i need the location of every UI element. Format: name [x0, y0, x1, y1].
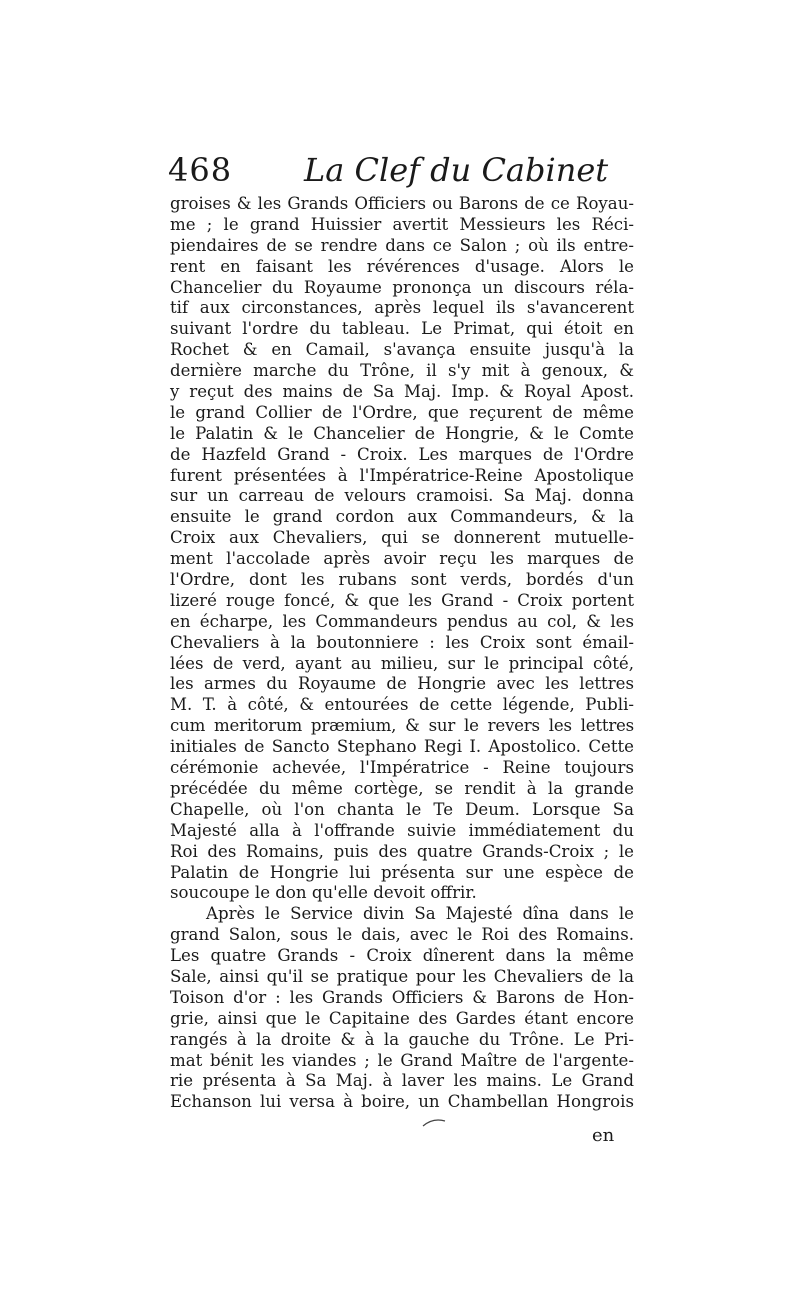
text-line: Toison d'or : les Grands Officiers & Barons de Hon- [170, 987, 634, 1007]
text-line: cum meritorum præmium, & sur le revers les lettres [170, 716, 634, 736]
text-line: Majesté alla à l'offrande suivie immédiatement du [170, 820, 634, 840]
text-line: les armes du Royaume de Hongrie avec les lettres [170, 674, 634, 694]
text-line: rent en faisant les révérences d'usage. Alors le [170, 256, 634, 276]
text-line: dernière marche du Trône, il s'y mit à genoux, & [170, 361, 634, 381]
page-number: 468 [168, 151, 233, 189]
text-line: M. T. à côté, & entourées de cette légende, Publi- [170, 695, 634, 715]
text-line: ment l'accolade après avoir reçu les marques de [170, 549, 634, 569]
text-line: Rochet & en Camail, s'avança ensuite jusqu'à la [170, 340, 634, 360]
page-header [168, 150, 638, 194]
text-line: précédée du même cortège, se rendit à la grande [170, 778, 634, 798]
text-line: de Hazfeld Grand - Croix. Les marques de l'Ordre [170, 444, 634, 464]
text-line: y reçut des mains de Sa Maj. Imp. & Royal Apost. [170, 382, 634, 402]
text-line: tif aux circonstances, après lequel ils s'avancerent [170, 298, 634, 318]
text-line: le grand Collier de l'Ordre, que reçurent de même [170, 402, 634, 422]
text-line: grie, ainsi que le Capitaine des Gardes étant encore [170, 1008, 634, 1028]
text-line: lées de verd, ayant au milieu, sur le principal côté, [170, 653, 634, 673]
text-line: ensuite le grand cordon aux Commandeurs, & la [170, 507, 634, 527]
text-line: Après le Service divin Sa Majesté dîna dans le [206, 904, 634, 924]
text-line: le Palatin & le Chancelier de Hongrie, & le Comte [170, 423, 634, 443]
text-line: soucoupe le don qu'elle devoit offrir. [170, 883, 477, 903]
text-line: initiales de Sancto Stephano Regi I. Apostolico. Cette [170, 737, 634, 757]
text-line: en écharpe, les Commandeurs pendus au col, & les [170, 611, 634, 631]
ink-mark [422, 1118, 446, 1128]
text-line: l'Ordre, dont les rubans sont verds, bordés d'un [170, 570, 634, 590]
text-line: Croix aux Chevaliers, qui se donnerent mutuelle- [170, 528, 634, 548]
text-line: Palatin de Hongrie lui présenta sur une espèce de [170, 862, 634, 882]
text-line: cérémonie achevée, l'Impératrice - Reine toujours [170, 758, 634, 778]
text-line: Chapelle, où l'on chanta le Te Deum. Lorsque Sa [170, 799, 634, 819]
text-line: furent présentées à l'Impératrice-Reine Apostolique [170, 465, 634, 485]
text-line: me ; le grand Huissier avertit Messieurs les Réci- [170, 214, 634, 234]
text-line: mat bénit les viandes ; le Grand Maître de l'argente- [170, 1050, 634, 1070]
text-line: suivant l'ordre du tableau. Le Primat, qui étoit en [170, 319, 634, 339]
text-line: rie présenta à Sa Maj. à laver les mains. Le Grand [170, 1071, 634, 1091]
text-line: sur un carreau de velours cramoisi. Sa Maj. donna [170, 486, 634, 506]
text-line: rangés à la droite & à la gauche du Trône. Le Pri- [170, 1029, 634, 1049]
text-line: groises & les Grands Officiers ou Barons de ce Royau- [170, 194, 634, 213]
text-line: lizeré rouge foncé, & que les Grand - Croix portent [170, 590, 634, 610]
text-line: Sale, ainsi qu'il se pratique pour les Chevaliers de la [170, 966, 634, 986]
running-title: La Clef du Cabinet [304, 151, 609, 189]
text-line: grand Salon, sous le dais, avec le Roi des Romains. [170, 925, 634, 945]
text-line: Chevaliers à la boutonniere : les Croix sont émail- [170, 632, 634, 652]
catchword: en [592, 1125, 615, 1146]
text-line: Les quatre Grands - Croix dînerent dans la même [170, 946, 634, 966]
body-text [170, 194, 634, 1113]
text-line: Chancelier du Royaume prononça un discours réla- [170, 277, 634, 297]
text-line: Echanson lui versa à boire, un Chambellan Hongrois [170, 1092, 634, 1112]
text-line: piendaires de se rendre dans ce Salon ; où ils entre- [170, 235, 634, 255]
text-line: Roi des Romains, puis des quatre Grands-Croix ; le [170, 841, 634, 861]
